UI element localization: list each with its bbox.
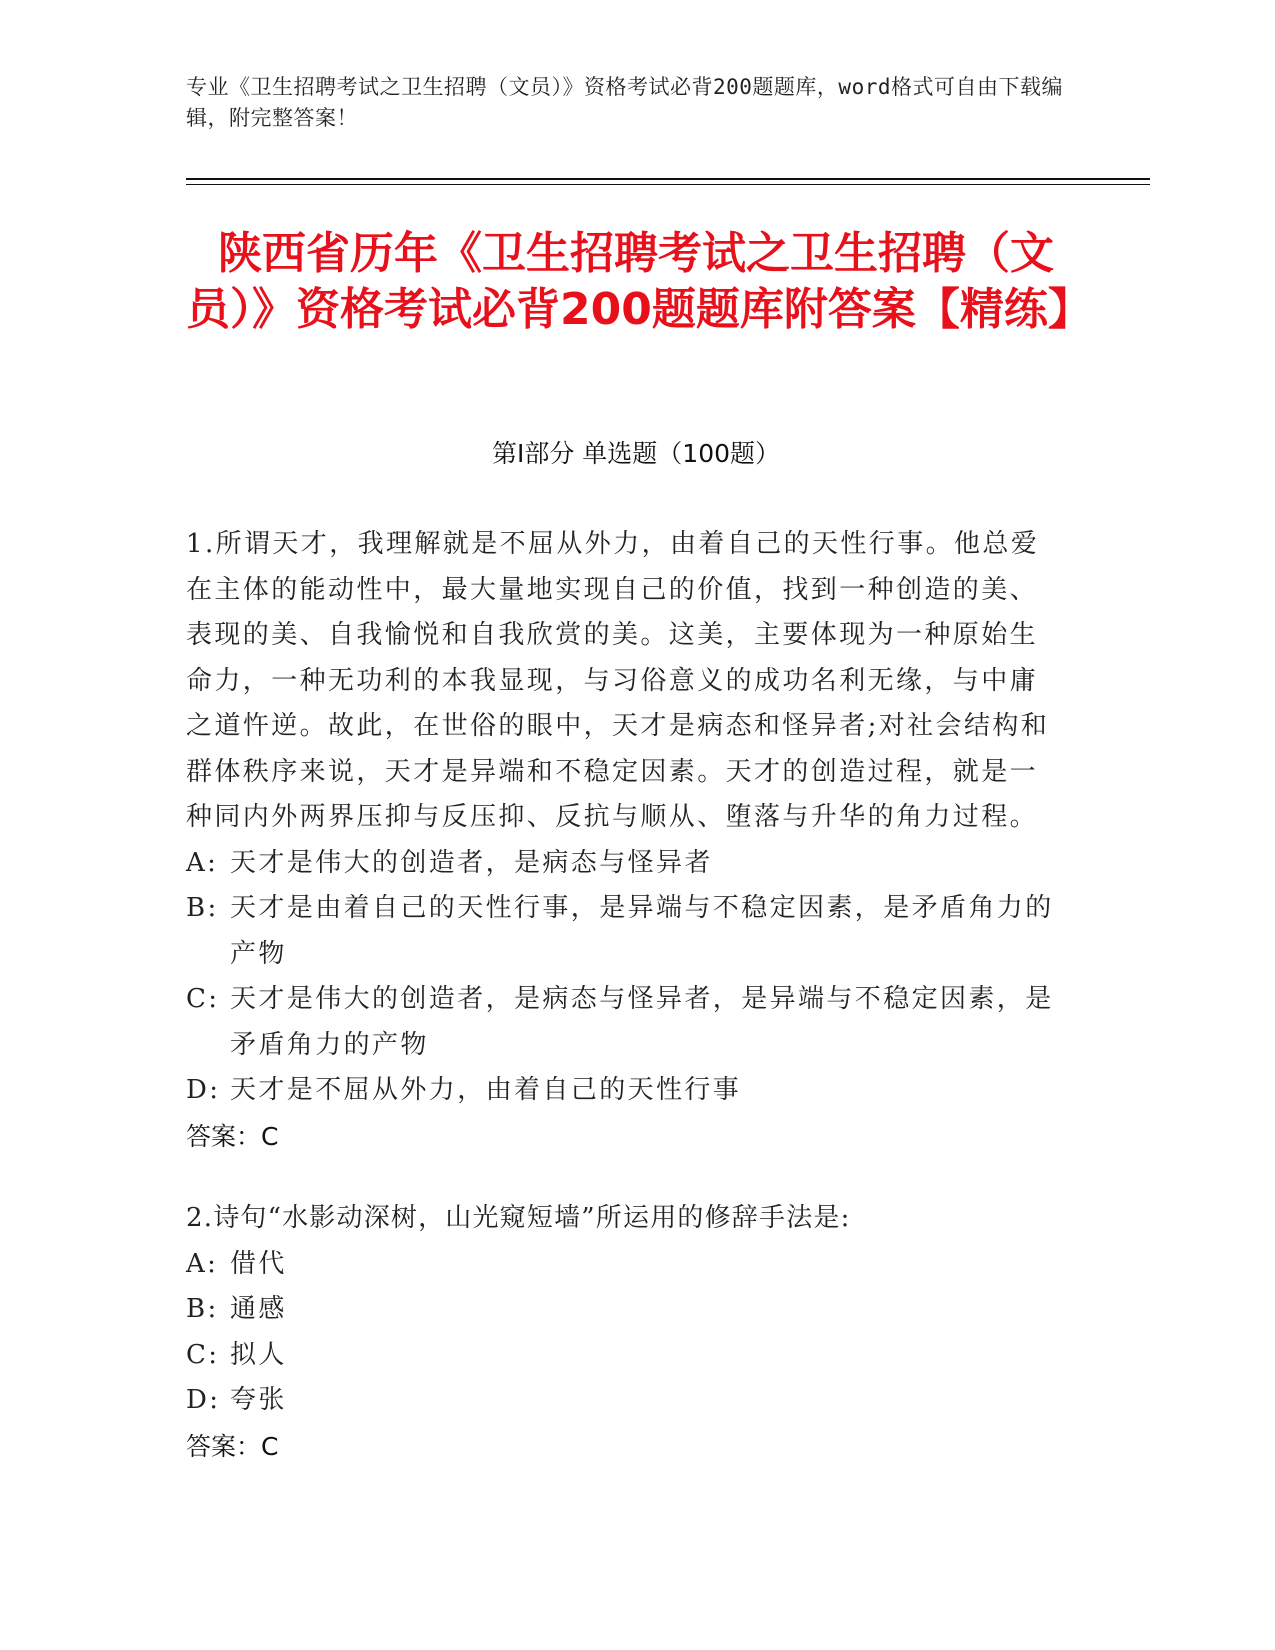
question-2 bbox=[186, 1196, 1066, 1469]
option-a bbox=[186, 841, 1066, 887]
option-key: C: bbox=[186, 1339, 220, 1370]
header-note: 专业《卫生招聘考试之卫生招聘（文员）》资格考试必背200题题库，word格式可自由下载编辑，附完整答案！ bbox=[186, 75, 1063, 130]
option-text: 天才是由着自己的天性行事，是异端与不稳定因素，是矛盾角力的产物 bbox=[230, 893, 1054, 969]
option-key: B: bbox=[186, 893, 219, 923]
option-d bbox=[186, 1378, 1066, 1424]
option-c bbox=[186, 1333, 1066, 1379]
option-text: 天才是伟大的创造者，是病态与怪异者，是异端与不稳定因素，是矛盾角力的产物 bbox=[230, 984, 1054, 1060]
option-key: A: bbox=[186, 1248, 219, 1279]
option-b bbox=[186, 886, 1066, 977]
option-a bbox=[186, 1242, 1066, 1288]
document-title: 陕西省历年《卫生招聘考试之卫生招聘（文员）》资格考试必背200题题库附答案【精练】 bbox=[186, 228, 1092, 335]
answer-line: 答案：C bbox=[186, 1121, 279, 1151]
option-key: B: bbox=[186, 1294, 219, 1324]
header-divider-thin bbox=[186, 184, 1150, 185]
option-key: D: bbox=[186, 1075, 221, 1105]
section-title: 第Ⅰ部分 单选题（100题） bbox=[491, 439, 781, 468]
option-c bbox=[186, 977, 1066, 1068]
option-text: 通感 bbox=[230, 1294, 287, 1324]
question-stem: 1.所谓天才，我理解就是不屈从外力，由着自己的天性行事。他总爱在主体的能动性中，最大量地实现自己的价值，找到一种创造的美、表现的美、自我愉悦和自我欣赏的美。这美，主要体现为一种原始生命力，一种无功利的本我显现，与习俗意义的成功名利无缘，与中庸之道忤逆。故此，在世俗的眼中，天才是病态和怪异者;对社会结构和群体秩序来说，天才是异端和不稳定因素。天才的创造过程，就是一种同内外两界压抑与反压抑、反抗与顺从、堕落与升华的角力过程。 bbox=[186, 529, 1050, 832]
option-text: 借代 bbox=[230, 1248, 287, 1279]
option-text: 天才是伟大的创造者，是病态与怪异者 bbox=[230, 847, 713, 878]
option-key: C: bbox=[186, 984, 220, 1014]
option-d bbox=[186, 1068, 1066, 1114]
option-b bbox=[186, 1287, 1066, 1333]
option-text: 天才是不屈从外力，由着自己的天性行事 bbox=[230, 1075, 742, 1105]
question-1 bbox=[186, 522, 1066, 1159]
question-stem: 2.诗句“水影动深树，山光窥短墙”所运用的修辞手法是: bbox=[186, 1203, 851, 1233]
answer-line: 答案：C bbox=[186, 1431, 279, 1461]
option-text: 拟人 bbox=[230, 1339, 287, 1370]
option-key: D: bbox=[186, 1385, 221, 1415]
option-key: A: bbox=[186, 847, 219, 878]
header-divider-thick bbox=[186, 178, 1150, 180]
option-text: 夸张 bbox=[230, 1385, 287, 1415]
